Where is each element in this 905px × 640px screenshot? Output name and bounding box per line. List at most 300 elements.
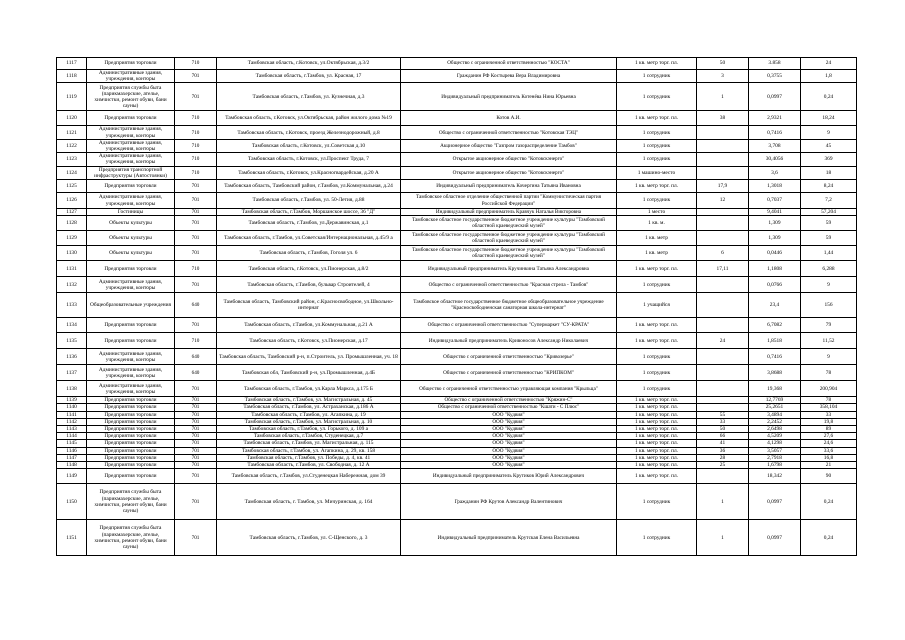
cell-organization: Общество с ограниченной ответственностью "Красная стрела - Тамбов" bbox=[401, 277, 617, 293]
cell-address: Тамбовская область, г.Котовск, ул.Пионерская, д.8/2 bbox=[217, 261, 401, 277]
cell-unit: 1 кв. метр торг. пл. bbox=[617, 397, 697, 404]
cell-unit: 1 сотрудник bbox=[617, 70, 697, 83]
cell-address: Тамбовская область, г.Тамбов, бульвар Строителей, 4 bbox=[217, 277, 401, 293]
cell-value-a: 1,1808 bbox=[749, 261, 801, 277]
cell-object-type: Объекты культуры bbox=[87, 246, 175, 261]
cell-quantity: 28 bbox=[697, 454, 749, 461]
cell-value-b: 8,24 bbox=[801, 180, 857, 193]
cell-value-a: 4,1298 bbox=[749, 440, 801, 447]
cell-value-b: 0,24 bbox=[801, 520, 857, 556]
cell-code: 710 bbox=[175, 126, 217, 139]
cell-value-b: 9 bbox=[801, 126, 857, 139]
cell-address: Тамбовская область, г.Тамбов, ул.Советская/Интернациональная, д.45/9 а bbox=[217, 231, 401, 246]
cell-value-b: 156 bbox=[801, 293, 857, 318]
cell-value-b: 0,24 bbox=[801, 484, 857, 520]
cell-organization: Общество с ограниченной ответственностью "Кряжин-С" bbox=[401, 397, 617, 404]
cell-value-a: 0,7416 bbox=[749, 126, 801, 139]
cell-value-b: 21 bbox=[801, 462, 857, 469]
cell-code: 701 bbox=[175, 397, 217, 404]
table-row bbox=[57, 58, 857, 70]
table-row bbox=[57, 462, 857, 469]
table-row bbox=[57, 180, 857, 193]
cell-code: 701 bbox=[175, 440, 217, 447]
cell-address: Тамбовская область, г.Тамбов, ул. С-Щенского, д. 3 bbox=[217, 520, 401, 556]
cell-unit: 1 сотрудник bbox=[617, 381, 697, 397]
cell-code: 640 bbox=[175, 349, 217, 365]
cell-value-a: 3.858 bbox=[749, 58, 801, 70]
cell-value-b: 1,8 bbox=[801, 70, 857, 83]
table-row bbox=[57, 333, 857, 349]
cell-organization: Общество с ограниченной ответственностью "Супермаркет "СУ-КРАТА" bbox=[401, 318, 617, 333]
cell-value-a: 0,0997 bbox=[749, 484, 801, 520]
cell-organization: Индивидуальный предприниматель Крутская Елена Васильевна bbox=[401, 520, 617, 556]
cell-object-type: Предприятия торговли bbox=[87, 261, 175, 277]
cell-code: 701 bbox=[175, 433, 217, 440]
cell-quantity: 38 bbox=[697, 111, 749, 126]
cell-code: 701 bbox=[175, 447, 217, 454]
table-row bbox=[57, 520, 857, 556]
cell-value-a: 18,342 bbox=[749, 469, 801, 484]
cell-unit: 1 кв. метр торг. пл. bbox=[617, 180, 697, 193]
cell-value-b: 45 bbox=[801, 139, 857, 152]
cell-organization: ООО "Кудвия" bbox=[401, 454, 617, 461]
cell-quantity: 36 bbox=[697, 447, 749, 454]
cell-organization: Гражданин РФ Крутов Александр Валентинович bbox=[401, 484, 617, 520]
cell-address: Тамбовская область, г.Котовск, ул.Октябрьская, д.3/2 bbox=[217, 58, 401, 70]
table-row bbox=[57, 469, 857, 484]
cell-organization: Индивидуальный предприниматель Кочергина Татьяна Ивановна bbox=[401, 180, 617, 193]
cell-row-number: 1117 bbox=[57, 58, 87, 70]
cell-unit: 1 сотрудник bbox=[617, 484, 697, 520]
cell-row-number: 1151 bbox=[57, 520, 87, 556]
cell-value-a: 4,5209 bbox=[749, 433, 801, 440]
table-row bbox=[57, 246, 857, 261]
cell-address: Тамбовская область, г.Котовск, ул.Октябрьская, район жилого дома №19 bbox=[217, 111, 401, 126]
cell-quantity bbox=[697, 404, 749, 411]
cell-unit: 1 кв. метр торг. пл. bbox=[617, 462, 697, 469]
cell-row-number: 1118 bbox=[57, 70, 87, 83]
cell-address: Тамбовская область, г. Тамбов, ул. Мичуринская, д. 164 bbox=[217, 484, 401, 520]
cell-value-a: 1,3018 bbox=[749, 180, 801, 193]
registry-table-body bbox=[57, 58, 857, 556]
cell-address: Тамбовская область, г.Тамбов, ул.Державинская, д.1 bbox=[217, 216, 401, 231]
table-row bbox=[57, 261, 857, 277]
cell-value-a: 0,0997 bbox=[749, 83, 801, 111]
cell-row-number: 1146 bbox=[57, 447, 87, 454]
table-row bbox=[57, 209, 857, 216]
cell-address: Тамбовская область, г.Тамбов, ул.Карла Маркса, д.175 Б bbox=[217, 381, 401, 397]
cell-organization: Тамбовское областное государственное бюджетное общеобразовательное учреждение "Красносвободненская санаторная школа-интернат" bbox=[401, 293, 617, 318]
cell-quantity: 66 bbox=[697, 433, 749, 440]
cell-quantity bbox=[697, 209, 749, 216]
cell-row-number: 1121 bbox=[57, 126, 87, 139]
cell-value-a: 0,0766 bbox=[749, 277, 801, 293]
cell-address: Тамбовская область, г.Тамбов, ул. Горького, д. 109 а bbox=[217, 426, 401, 433]
cell-address: Тамбовская обл, Тамбовский р-н, ул.Промышленная, д.4Б bbox=[217, 365, 401, 381]
cell-value-b: 11,52 bbox=[801, 333, 857, 349]
cell-object-type: Предприятия торговли bbox=[87, 454, 175, 461]
table-row bbox=[57, 440, 857, 447]
cell-address: Тамбовская область, г.Тамбов, ул. Магистральная, д. 10 bbox=[217, 418, 401, 425]
cell-quantity bbox=[697, 166, 749, 179]
cell-address: Тамбовская область, г.Тамбов, ул. Кузнечная, д.3 bbox=[217, 83, 401, 111]
cell-unit: 1 кв. метр торг. пл. bbox=[617, 469, 697, 484]
cell-unit: 1 сотрудник bbox=[617, 520, 697, 556]
cell-object-type: Административные здания, учреждения, конторы bbox=[87, 70, 175, 83]
cell-object-type: Предприятия торговли bbox=[87, 433, 175, 440]
cell-code: 701 bbox=[175, 469, 217, 484]
cell-organization: ООО "Кудвия" bbox=[401, 447, 617, 454]
cell-quantity: 12 bbox=[697, 193, 749, 209]
cell-quantity bbox=[697, 277, 749, 293]
cell-unit: 1 сотрудник bbox=[617, 365, 697, 381]
cell-address: Тамбовская область, г.Тамбов, ул. Магистральная, д. 45 bbox=[217, 397, 401, 404]
cell-value-b: 33 bbox=[801, 411, 857, 418]
cell-quantity bbox=[697, 216, 749, 231]
cell-address: Тамбовская область, г.Тамбов, Студенецкая, д.7 bbox=[217, 433, 401, 440]
cell-row-number: 1139 bbox=[57, 397, 87, 404]
cell-code: 710 bbox=[175, 139, 217, 152]
cell-quantity: 17,11 bbox=[697, 261, 749, 277]
cell-value-a: 0,0446 bbox=[749, 246, 801, 261]
cell-value-b: 7,2 bbox=[801, 193, 857, 209]
table-row bbox=[57, 277, 857, 293]
cell-object-type: Объекты культуры bbox=[87, 216, 175, 231]
cell-unit: 1 кв. метр торг. пл. bbox=[617, 58, 697, 70]
cell-value-a: 3,5057 bbox=[749, 447, 801, 454]
cell-code: 710 bbox=[175, 333, 217, 349]
cell-value-b: 200,904 bbox=[801, 381, 857, 397]
cell-value-a: 1,8518 bbox=[749, 333, 801, 349]
cell-code: 710 bbox=[175, 261, 217, 277]
cell-organization: Акционерное общество "Газпром газораспределение Тамбов" bbox=[401, 139, 617, 152]
cell-address: Тамбовская область, Тамбовский район, с.Красносвободное, ул.Школьно-интернат bbox=[217, 293, 401, 318]
cell-value-b: 89 bbox=[801, 426, 857, 433]
cell-organization: Тамбовское областное государственное бюджетное учреждение культуры "Тамбовский областной краеведческий музей" bbox=[401, 231, 617, 246]
cell-row-number: 1134 bbox=[57, 318, 87, 333]
cell-unit: 1 сотрудник bbox=[617, 349, 697, 365]
cell-quantity: 3 bbox=[697, 70, 749, 83]
cell-unit: 1 кв. м. bbox=[617, 216, 697, 231]
cell-value-a: 3,6 bbox=[749, 166, 801, 179]
cell-row-number: 1130 bbox=[57, 246, 87, 261]
cell-value-b: 59 bbox=[801, 231, 857, 246]
cell-quantity: 25 bbox=[697, 462, 749, 469]
table-row bbox=[57, 433, 857, 440]
cell-row-number: 1132 bbox=[57, 277, 87, 293]
cell-row-number: 1142 bbox=[57, 418, 87, 425]
cell-organization: Общество с ограниченной ответственностью "КРИПКОМ" bbox=[401, 365, 617, 381]
cell-address: Тамбовская область, г.Котовск, проезд Железнодорожный, д.8 bbox=[217, 126, 401, 139]
cell-value-a: 0,3755 bbox=[749, 70, 801, 83]
cell-row-number: 1141 bbox=[57, 411, 87, 418]
cell-value-b: 9 bbox=[801, 349, 857, 365]
cell-value-a: 19,368 bbox=[749, 381, 801, 397]
table-row bbox=[57, 418, 857, 425]
cell-row-number: 1140 bbox=[57, 404, 87, 411]
cell-organization: Общество с ограниченной ответственностью "Кривозерье" bbox=[401, 349, 617, 365]
cell-object-type: Предприятия службы быта (парикмахерские, ателье, химчистки, ремонт обуви, бани сауны) bbox=[87, 484, 175, 520]
cell-quantity bbox=[697, 381, 749, 397]
cell-quantity: 1 bbox=[697, 520, 749, 556]
cell-code: 701 bbox=[175, 418, 217, 425]
cell-row-number: 1135 bbox=[57, 333, 87, 349]
cell-address: Тамбовская область, г.Котовск, ул.Советская д.10 bbox=[217, 139, 401, 152]
cell-address: Тамбовская область, г.Тамбов, ул. Астраханская, д.186 А bbox=[217, 404, 401, 411]
cell-object-type: Предприятия службы быта (парикмахерские, ателье, химчистки, ремонт обуви, бани сауны) bbox=[87, 83, 175, 111]
cell-object-type: Административные здания, учреждения, конторы bbox=[87, 381, 175, 397]
cell-unit: 1 сотрудник bbox=[617, 126, 697, 139]
table-row bbox=[57, 166, 857, 179]
cell-unit: 1 сотрудник bbox=[617, 193, 697, 209]
cell-quantity bbox=[697, 293, 749, 318]
cell-unit: 1 кв. метр торг. пл. bbox=[617, 333, 697, 349]
cell-object-type: Гостиницы bbox=[87, 209, 175, 216]
cell-address: Тамбовская область, г.Тамбов, ул.Студенецкая Набережная, дом 39 bbox=[217, 469, 401, 484]
cell-code: 701 bbox=[175, 180, 217, 193]
cell-quantity bbox=[697, 365, 749, 381]
table-row bbox=[57, 193, 857, 209]
table-row bbox=[57, 153, 857, 166]
cell-quantity bbox=[697, 469, 749, 484]
cell-code: 701 bbox=[175, 381, 217, 397]
cell-address: Тамбовская область, г.Котовск, ул.Красногвардейская, д.20 А bbox=[217, 166, 401, 179]
cell-organization: Общество с ограниченной ответственностью "Котовская ТЭЦ" bbox=[401, 126, 617, 139]
cell-row-number: 1137 bbox=[57, 365, 87, 381]
table-row bbox=[57, 293, 857, 318]
cell-code: 710 bbox=[175, 58, 217, 70]
cell-organization: Индивидуальный предприниматель Кручинкина Татьяна Александровна bbox=[401, 261, 617, 277]
cell-organization: Гражданин РФ Костырева Вера Владимировна bbox=[401, 70, 617, 83]
cell-unit: 1 сотрудник bbox=[617, 277, 697, 293]
cell-organization: Открытое акционерное общество "Котовскэнерго" bbox=[401, 153, 617, 166]
cell-quantity bbox=[697, 318, 749, 333]
cell-value-a: 2,2452 bbox=[749, 418, 801, 425]
cell-unit: 1 кв. метр торг. пл. bbox=[617, 454, 697, 461]
cell-organization: Котов А.И. bbox=[401, 111, 617, 126]
cell-unit: 1 кв. метр торг. пл. bbox=[617, 111, 697, 126]
document-page bbox=[56, 57, 856, 556]
cell-organization: ООО "Кудвия" bbox=[401, 426, 617, 433]
cell-value-b: 78 bbox=[801, 397, 857, 404]
cell-value-b: 18 bbox=[801, 166, 857, 179]
cell-value-a: 6,7082 bbox=[749, 318, 801, 333]
cell-code: 710 bbox=[175, 166, 217, 179]
cell-unit: 1 кв. метр торг. пл. bbox=[617, 404, 697, 411]
table-row bbox=[57, 231, 857, 246]
cell-code: 701 bbox=[175, 404, 217, 411]
cell-organization: ООО "Кудвия" bbox=[401, 440, 617, 447]
cell-row-number: 1119 bbox=[57, 83, 87, 111]
table-row bbox=[57, 83, 857, 111]
cell-value-b: 18,24 bbox=[801, 111, 857, 126]
cell-code: 701 bbox=[175, 193, 217, 209]
cell-code: 701 bbox=[175, 411, 217, 418]
cell-address: Тамбовская область, г.Тамбов, Гоголя ул. 6 bbox=[217, 246, 401, 261]
cell-code: 701 bbox=[175, 277, 217, 293]
cell-value-b: 27,6 bbox=[801, 433, 857, 440]
cell-code: 640 bbox=[175, 293, 217, 318]
cell-value-b: 0,24 bbox=[801, 83, 857, 111]
cell-value-a: 12,7769 bbox=[749, 397, 801, 404]
cell-address: Тамбовская область, г.Тамбов, ул. Агапкина, д. 19 bbox=[217, 411, 401, 418]
cell-quantity: 1 bbox=[697, 484, 749, 520]
cell-organization: ООО "Кудвия" bbox=[401, 433, 617, 440]
cell-object-type: Объекты культуры bbox=[87, 231, 175, 246]
cell-unit: 1 кв. метр торг. пл. bbox=[617, 433, 697, 440]
cell-unit: 1 кв. метр торг. пл. bbox=[617, 440, 697, 447]
cell-row-number: 1131 bbox=[57, 261, 87, 277]
cell-organization: ООО "Кудвия" bbox=[401, 411, 617, 418]
cell-code: 701 bbox=[175, 216, 217, 231]
table-row bbox=[57, 411, 857, 418]
cell-code: 710 bbox=[175, 153, 217, 166]
table-row bbox=[57, 426, 857, 433]
cell-value-a: 2,9321 bbox=[749, 111, 801, 126]
cell-organization: Общество с ограниченной ответственностью "Кшати - С Плюс" bbox=[401, 404, 617, 411]
cell-object-type: Административные здания, учреждения, конторы bbox=[87, 153, 175, 166]
cell-value-b: 369 bbox=[801, 153, 857, 166]
cell-value-b: 358,104 bbox=[801, 404, 857, 411]
cell-unit: 1 кв. метр торг. пл. bbox=[617, 418, 697, 425]
cell-code: 701 bbox=[175, 70, 217, 83]
cell-object-type: Предприятия торговли bbox=[87, 180, 175, 193]
cell-value-b: 24,6 bbox=[801, 440, 857, 447]
cell-value-b: 33,6 bbox=[801, 447, 857, 454]
cell-unit: 1 кв. метр торг. пл. bbox=[617, 411, 697, 418]
cell-code: 701 bbox=[175, 231, 217, 246]
cell-object-type: Административные здания, учреждения, конторы bbox=[87, 193, 175, 209]
cell-organization: ООО "Кудвия" bbox=[401, 462, 617, 469]
table-row bbox=[57, 484, 857, 520]
cell-object-type: Административные здания, учреждения, конторы bbox=[87, 365, 175, 381]
table-row bbox=[57, 397, 857, 404]
cell-quantity bbox=[697, 139, 749, 152]
cell-organization: Индивидуальный предприниматель Кравчук Наталья Викторовна bbox=[401, 209, 617, 216]
cell-quantity: 17,9 bbox=[697, 180, 749, 193]
cell-address: Тамбовская область, г.Тамбов, ул.Коммунальная, д.21 А bbox=[217, 318, 401, 333]
cell-row-number: 1120 bbox=[57, 111, 87, 126]
cell-quantity bbox=[697, 349, 749, 365]
cell-object-type: Предприятия торговли bbox=[87, 411, 175, 418]
cell-quantity: 50 bbox=[697, 426, 749, 433]
cell-unit: 1 сотрудник bbox=[617, 83, 697, 111]
cell-organization: ООО "Кудвия" bbox=[401, 418, 617, 425]
cell-value-b: 78 bbox=[801, 365, 857, 381]
cell-object-type: Предприятия транспортной инфраструктуры (Автостоянки) bbox=[87, 166, 175, 179]
cell-object-type: Предприятия торговли bbox=[87, 333, 175, 349]
cell-address: Тамбовская область, г.Котовск, ул.Проспект Труда, 7 bbox=[217, 153, 401, 166]
cell-quantity bbox=[697, 153, 749, 166]
cell-value-b: 1,44 bbox=[801, 246, 857, 261]
cell-row-number: 1143 bbox=[57, 426, 87, 433]
cell-unit: 1 кв. метр торг. пл. bbox=[617, 426, 697, 433]
cell-value-b: 19,8 bbox=[801, 418, 857, 425]
cell-object-type: Административные здания, учреждения, конторы bbox=[87, 139, 175, 152]
cell-quantity: 6 bbox=[697, 246, 749, 261]
cell-code: 710 bbox=[175, 111, 217, 126]
cell-organization: Тамбовское областное государственное бюджетное учреждение культуры "Тамбовский областной краеведческий музей" bbox=[401, 216, 617, 231]
cell-code: 701 bbox=[175, 318, 217, 333]
cell-organization: Общество с ограниченной ответственностью "КОСТА" bbox=[401, 58, 617, 70]
cell-code: 701 bbox=[175, 454, 217, 461]
cell-address: Тамбовская область, г.Тамбов, ул. 50-Летия, д.88 bbox=[217, 193, 401, 209]
table-row bbox=[57, 447, 857, 454]
cell-object-type: Предприятия торговли bbox=[87, 404, 175, 411]
cell-row-number: 1148 bbox=[57, 462, 87, 469]
cell-value-a: 0,7037 bbox=[749, 193, 801, 209]
cell-object-type: Предприятия торговли bbox=[87, 440, 175, 447]
cell-value-b: 79 bbox=[801, 318, 857, 333]
cell-unit: 1 кв. метр торг. пл. bbox=[617, 318, 697, 333]
cell-value-b: 9 bbox=[801, 277, 857, 293]
cell-row-number: 1125 bbox=[57, 180, 87, 193]
cell-value-b: 57,204 bbox=[801, 209, 857, 216]
cell-address: Тамбовская область, г.Тамбов, Моршанское шоссе, 36 "Д" bbox=[217, 209, 401, 216]
cell-quantity: 41 bbox=[697, 440, 749, 447]
cell-value-a: 1,309 bbox=[749, 216, 801, 231]
cell-object-type: Предприятия торговли bbox=[87, 426, 175, 433]
cell-row-number: 1129 bbox=[57, 231, 87, 246]
cell-object-type: Предприятия торговли bbox=[87, 469, 175, 484]
cell-quantity: 1 bbox=[697, 83, 749, 111]
table-row bbox=[57, 365, 857, 381]
cell-row-number: 1126 bbox=[57, 193, 87, 209]
cell-value-a: 25,2651 bbox=[749, 404, 801, 411]
cell-row-number: 1133 bbox=[57, 293, 87, 318]
table-row bbox=[57, 111, 857, 126]
cell-organization: Тамбовское областное государственное бюджетное учреждение культуры "Тамбовский областной краеведческий музей" bbox=[401, 246, 617, 261]
cell-value-a: 0,7416 bbox=[749, 349, 801, 365]
table-row bbox=[57, 404, 857, 411]
table-row bbox=[57, 126, 857, 139]
table-row bbox=[57, 139, 857, 152]
cell-value-a: 2,7918 bbox=[749, 454, 801, 461]
cell-address: Тамбовская область, г.Тамбов, ул. Свободная, д. 12 А bbox=[217, 462, 401, 469]
cell-address: Тамбовская область, Тамбовский район, г.Тамбов, ул.Коммунальная, д.24 bbox=[217, 180, 401, 193]
cell-unit: 1 сотрудник bbox=[617, 139, 697, 152]
cell-code: 701 bbox=[175, 462, 217, 469]
cell-organization: Индивидуальный предприниматель Крутиков Юрий Александрович bbox=[401, 469, 617, 484]
cell-code: 701 bbox=[175, 209, 217, 216]
cell-row-number: 1144 bbox=[57, 433, 87, 440]
cell-unit: 1 кв. метр торг. пл. bbox=[617, 447, 697, 454]
registry-table bbox=[56, 57, 857, 556]
cell-value-a: 1,309 bbox=[749, 231, 801, 246]
cell-row-number: 1145 bbox=[57, 440, 87, 447]
cell-address: Тамбовская область, г.Тамбов, ул. Магистральная, д. 115 bbox=[217, 440, 401, 447]
cell-unit: 1 сотрудник bbox=[617, 153, 697, 166]
cell-row-number: 1138 bbox=[57, 381, 87, 397]
cell-organization: Открытое акционерное общество "Котовскэнерго" bbox=[401, 166, 617, 179]
cell-code: 701 bbox=[175, 426, 217, 433]
cell-unit: 1 место bbox=[617, 209, 697, 216]
cell-row-number: 1147 bbox=[57, 454, 87, 461]
cell-quantity: 24 bbox=[697, 333, 749, 349]
cell-row-number: 1128 bbox=[57, 216, 87, 231]
cell-value-a: 0,0997 bbox=[749, 520, 801, 556]
cell-quantity: 50 bbox=[697, 58, 749, 70]
cell-code: 701 bbox=[175, 83, 217, 111]
cell-code: 640 bbox=[175, 365, 217, 381]
cell-object-type: Предприятия торговли bbox=[87, 462, 175, 469]
table-row bbox=[57, 381, 857, 397]
cell-object-type: Административные здания, учреждения, конторы bbox=[87, 349, 175, 365]
cell-organization: Индивидуальный предприниматель Кривоносов Александр Николаевич bbox=[401, 333, 617, 349]
cell-address: Тамбовская область, г.Тамбов, ул. Победы, д. 4, кв. 41 bbox=[217, 454, 401, 461]
cell-value-a: 3,708 bbox=[749, 139, 801, 152]
cell-quantity bbox=[697, 126, 749, 139]
